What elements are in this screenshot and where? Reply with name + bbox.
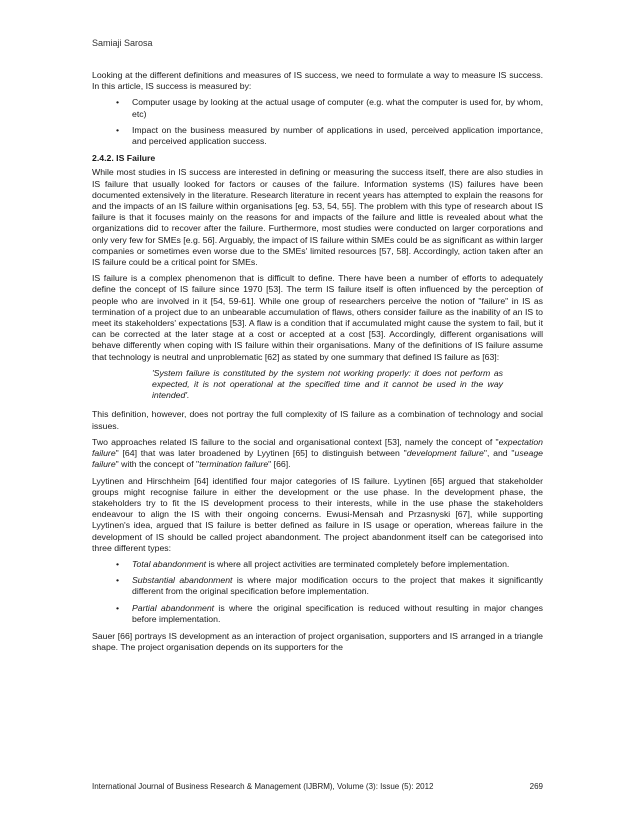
list-item: [92, 603, 543, 625]
paragraph-two-approaches: Two approaches related IS failure to the social and organisational context [53], namely the concept of "expectation failure" [64] that was later broadened by Lyytinen [65] to distinguish between "development failure", and "useage failure" with the concept of "termination failure" [66].: [92, 436, 543, 470]
list-item-text: Impact on the business measured by number of applications in used, perceived application importance, and perceived application success.: [132, 124, 543, 147]
running-header-author: Samiaji Sarosa: [92, 38, 153, 48]
journal-citation: International Journal of Business Research & Management (IJBRM), Volume (3): Issue (5): 2012: [92, 782, 434, 791]
success-measures-list: [92, 97, 543, 147]
bullet-icon: •: [116, 124, 120, 135]
list-item-term: Partial abandonment: [132, 602, 215, 613]
bullet-icon: •: [116, 97, 120, 108]
list-item: [92, 97, 543, 119]
bullet-icon: •: [116, 558, 120, 569]
bullet-icon: •: [116, 602, 120, 613]
list-item: [92, 559, 543, 570]
list-item-term: Substantial abandonment: [132, 575, 233, 586]
list-item: [92, 125, 543, 147]
abandonment-types-list: [92, 559, 543, 625]
list-item-term: Total abandonment: [132, 558, 207, 569]
bullet-icon: •: [116, 575, 120, 586]
list-item-text: is where major modification occurs to the project that makes it significantly different from the original specification before implementation.: [132, 575, 543, 597]
list-item-text: is where all project activities are terminated completely before implementation.: [206, 558, 510, 569]
page-number: 269: [529, 782, 543, 791]
paragraph-failure-definition: IS failure is a complex phenomenon that is difficult to define. There have been a number of efforts to adequately define the concept of IS failure since 1970 [53]. The term IS failure itself is often influenced by the perception of people who are involved in it [54, 59-61]. While one group of researchers perceive the notion of "failure" in IS as termination of a project due to an unbearable accumulation of flaws, others consider failure as the inability of an IS to meet its stakeholders' expectations [53]. A flaw is a condition that if accumulated might cause the system to fail, but it can be corrected at the later stage at a cost or accepted at a cost [53]. Accordingly, different organisations will behave differently when coping with IS failure within their organisations. Many of the definitions of IS failure assume that technology is neutral and unproblematic [62] as stated by one summary that defined IS failure as [63]:: [92, 273, 543, 362]
paragraph-sauer: Sauer [66] portrays IS development as an interaction of project organisation, supporters and IS arranged in a triangle shape. The project organisation depends on its supporters for the: [92, 630, 543, 653]
section-heading: 2.4.2. IS Failure: [92, 153, 156, 164]
block-quote: 'System failure is constituted by the system not working properly: it does not perform as expected, it is not operational at the specified time and it cannot be used in the way intended'.: [152, 367, 503, 401]
paragraph-definition-critique: This definition, however, does not portray the full complexity of IS failure as a combination of technology and social issues.: [92, 409, 543, 431]
paragraph-failure-studies: While most studies in IS success are interested in defining or measuring the success itself, there are also studies in IS failure that usually looked for factors or causes of the failure. Information systems (IS) failures have been documented extensively in the literature. Research literature in recent years has attempted to explain the reasons for and the impacts of an IS failure within organisations [eg. 53, 54, 55]. The problem with this type of research about IS failure is that it focuses mainly on the reasons for and impacts of the failure and little is revealed about what the organizations did to recover after the failure. Furthermore, most studies were conducted on larger corporations and only very few for SMEs [e.g. 56]. Arguably, the impact of IS failure within SMEs could be as significant as within larger companies or sometimes even worse due to the SMEs' limited resources [57, 58]. Accordingly, action taken after an IS failure could be a critical point for SMEs.: [92, 167, 543, 268]
list-item-text: is where the original specification is reduced without resulting in major changes before implementation.: [132, 602, 543, 624]
list-item-text: Computer usage by looking at the actual usage of computer (e.g. what the computer is used for, by whom, etc): [132, 97, 543, 119]
paragraph-intro: Looking at the different definitions and measures of IS success, we need to formulate a way to measure IS success. In this article, IS success is measured by:: [92, 70, 543, 92]
paragraph-categories: Lyytinen and Hirschheim [64] identified four major categories of IS failure. Lyytinen [65] argued that stakeholder groups might recognise failure in either the development or the use phase. In the development phase, the stakeholders try to fit the IS development process to their interests, while in the use phase the stakeholders endeavour to align the IS with their ongoing concerns. Ewusi-Mensah and Przasnyski [67], while supporting Lyytinen's idea, argued that IS failure is better defined as failure in IS usage or operation, whereas failure in the development of IS should be called project abandonment. The project abandonment itself can be categorised into three different types:: [92, 475, 543, 553]
page-footer: [92, 782, 543, 791]
article-body: [92, 70, 543, 658]
list-item: [92, 575, 543, 597]
